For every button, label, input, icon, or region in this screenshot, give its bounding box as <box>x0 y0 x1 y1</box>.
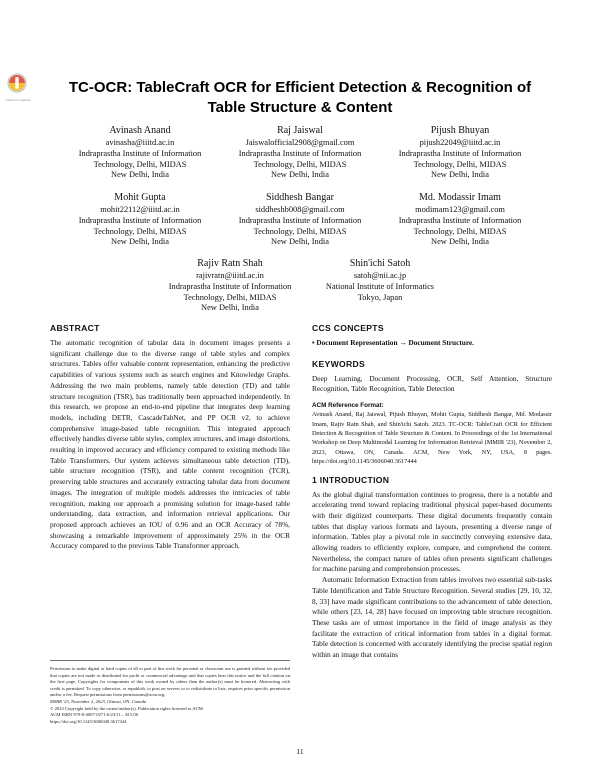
title-line-1: TC-OCR: TableCraft OCR for Efficient Detection & Recognition of <box>68 79 532 96</box>
author-affiliation: Indraprastha Institute of Information <box>78 215 202 225</box>
author-name: Rajiv Ratn Shah <box>197 258 263 269</box>
author-location: New Delhi, India <box>431 237 489 247</box>
author-block <box>220 192 380 248</box>
conference-info: MMIR '23, November 2, 2023, Ottawa, ON, Canada <box>50 698 147 704</box>
permission-text: Permission to make digital or hard copies of all or part of this work for personal or classroom use is granted without fee provided that copies are not made or distributed for profit or commercial advantage and that copies bear this notice and the full citation on the first page. Copyrights for components of this work owned by others than the author(s) must be honored. Abstracting with credit is permitted. To copy otherwise, or republish, to post on servers or to redistribute to lists, requires prior specific permission and/or a fee. Request permissions from permissions@acm.org. <box>50 666 290 698</box>
author-block <box>380 192 540 248</box>
author-name: Pijush Bhuyan <box>430 125 490 136</box>
abstract-text: The automatic recognition of tabular data in document images presents a significant challenge due to the diverse range of table styles and complex structures. Tables offer valuable content representation, enhancing the predictive capabilities of various systems such as search engines and Knowledge Graphs. Addressing the two main problems, namely table detection (TD) and table structure recognition (TSR), has traditionally been approached independently. In this research, we propose an end-to-end pipeline that integrates deep learning models, including DETR, CascadeTabNet, and PP OCR v2, to achieve comprehensive image-based table recognition. This integrated approach effectively handles diverse table styles, complex structures, and image distortions, resulting in improved accuracy and efficiency compared to existing methods like Table Transformers. Our system achieves simultaneous table detection (TD), table structure recognition (TSR), and table content recognition (TCR), preserving table structures and accurately extracting tabular data from document images. The integration of multiple models addresses the intricacies of table recognition, making our approach a promising solution for image-based table understanding, data extraction, and information retrieval applications. Our proposed approach achieves an IOU of 0.96 and an OCR Accuracy of 78%, showcasing a remarkable improvement of approximately 25% in the OCR Accuracy compared to the previous Table Transformer approach. <box>50 338 290 551</box>
author-affiliation: National Institute of Informatics <box>325 281 435 291</box>
introduction-heading: 1 INTRODUCTION <box>312 474 390 485</box>
author-block <box>150 258 310 314</box>
author-email[interactable]: satoh@nii.ac.jp <box>353 271 407 280</box>
author-block <box>300 258 460 303</box>
left-column <box>50 322 290 552</box>
author-affiliation-2: Technology, Delhi, MIDAS <box>183 292 277 302</box>
author-name: Mohit Gupta <box>114 192 166 203</box>
author-affiliation: Indraprastha Institute of Information <box>398 148 522 158</box>
author-affiliation: Indraprastha Institute of Information <box>398 215 522 225</box>
ccs-text: • Document Representation → Document Structure. <box>312 338 474 347</box>
author-affiliation: Indraprastha Institute of Information <box>78 148 202 158</box>
author-email[interactable]: pijush22049@iiitd.ac.in <box>419 138 501 147</box>
keywords-text: Deep Learning, Document Processing, OCR, Self Attention, Structure Recognition, Table Recognition, Table Detection <box>312 373 552 394</box>
keywords-heading: KEYWORDS <box>312 358 366 369</box>
author-block <box>220 125 380 181</box>
copyright-text: © 2023 Copyright held by the owner/author(s). Publication rights licensed to ACM. <box>50 705 204 711</box>
author-affiliation-2: Technology, Delhi, MIDAS <box>413 159 507 169</box>
author-affiliation-2: Technology, Delhi, MIDAS <box>253 159 347 169</box>
author-block <box>60 125 220 181</box>
acm-reference-heading: ACM Reference Format: <box>312 402 384 410</box>
author-name: Avinash Anand <box>109 125 171 136</box>
author-name: Siddhesh Bangar <box>265 192 335 203</box>
author-location: New Delhi, India <box>201 303 259 313</box>
intro-paragraph-2: Automatic Information Extraction from tables involves two essential sub-tasks Table Identification and Table Structure Recognition. Several studies [29, 10, 32, 8, 33] have made significant contributions to the advancement of table detection, while others [23, 14, 28] have focused on improving table structure recognition. These tasks are of utmost importance in the field of image analysis as they facilitate the extraction of critical information from tables in a digital format. Table detection is concerned with accurately identifying the precise spatial region within an image that contains <box>312 575 552 660</box>
abstract-heading: ABSTRACT <box>50 323 100 333</box>
author-email[interactable]: avinasha@iiitd.ac.in <box>105 138 175 147</box>
right-column <box>312 322 552 661</box>
author-location: New Delhi, India <box>271 237 329 247</box>
author-location: New Delhi, India <box>431 170 489 180</box>
author-affiliation-2: Technology, Delhi, MIDAS <box>253 226 347 236</box>
author-affiliation-2: Technology, Delhi, MIDAS <box>93 226 187 236</box>
doi-link[interactable]: https://doi.org/10.1145/3606040.3617444 <box>50 718 127 724</box>
page-number: 11 <box>296 747 304 756</box>
author-block <box>380 125 540 181</box>
author-location: New Delhi, India <box>111 237 169 247</box>
acm-reference-text: Avinash Anand, Raj Jaiswal, Pijush Bhuyan, Mohit Gupta, Siddhesh Bangar, Md. Modassir Imam, Rajiv Ratn Shah, and Shin'ichi Satoh. 2023. TC-OCR: TableCraft OCR for Efficient Detection & Recognition of Table Structure & Content. In Proceedings of the 1st International Workshop on Deep Multimodal Learning for Information Retrieval (MMIR '23), November 2, 2023, Ottawa, ON, Canada. ACM, New York, NY, USA, 8 pages. https://doi.org/10.1145/3606040.3617444 <box>312 411 552 466</box>
author-affiliation: Indraprastha Institute of Information <box>238 215 362 225</box>
ccs-heading: CCS CONCEPTS <box>312 323 384 333</box>
author-affiliation-2: Technology, Delhi, MIDAS <box>413 226 507 236</box>
author-name: Shin'ichi Satoh <box>349 258 411 269</box>
author-email[interactable]: siddheshb008@gmail.com <box>255 205 345 214</box>
author-name: Md. Modassir Imam <box>419 192 501 203</box>
author-name: Raj Jaiswal <box>277 125 323 136</box>
author-location: New Delhi, India <box>271 170 329 180</box>
author-affiliation: Indraprastha Institute of Information <box>168 281 292 291</box>
isbn-text: ACM ISBN 979-8-4007-0271-6/23/11... $15.00 <box>50 712 139 718</box>
author-email[interactable]: rajivratn@iiitd.ac.in <box>196 271 264 280</box>
title-line-2: Table Structure & Content <box>207 99 393 116</box>
author-location: New Delhi, India <box>111 170 169 180</box>
author-email[interactable]: Jaiswalofficial2908@gmail.com <box>245 138 355 147</box>
check-for-updates-label: Check for updates <box>5 98 31 102</box>
check-for-updates-icon[interactable] <box>6 72 28 98</box>
author-block <box>60 192 220 248</box>
author-email[interactable]: mohit22112@iiitd.ac.in <box>100 205 180 214</box>
author-affiliation-2: Technology, Delhi, MIDAS <box>93 159 187 169</box>
permission-footnote <box>50 660 290 725</box>
author-affiliation: Indraprastha Institute of Information <box>238 148 362 158</box>
intro-paragraph-1: As the global digital transformation continues to progress, there is a notable and accelerating trend toward replacing traditional physical paper-based documents with their digitized counterparts. These digital documents frequently contain tables that display various formats and layouts, presenting a diverse range of information. Tables play a pivotal role in succinctly conveying extensive data, allowing readers to efficiently explore, compare, and comprehend the content. Nevertheless, the compact nature of tables often presents significant challenges for machine parsing and comprehension processes. <box>312 489 552 574</box>
author-affiliation-2: Tokyo, Japan <box>357 292 403 302</box>
paper-title <box>40 78 560 118</box>
author-email[interactable]: modimam123@gmail.com <box>415 205 505 214</box>
